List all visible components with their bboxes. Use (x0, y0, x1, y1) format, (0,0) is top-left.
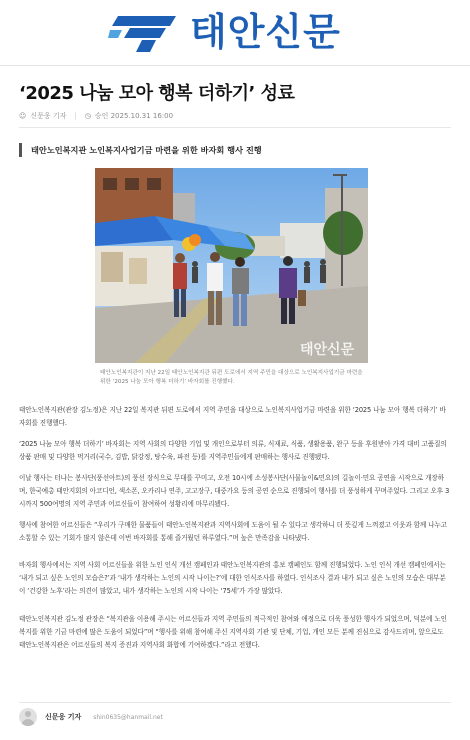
paragraph-1: 태안노인복지관(관장 김노정)은 지난 22일 복지관 뒤편 도로에서 지역 주민을 대상으로 노인복지사업기금 마련을 위한 ‘2025 나눔 모아 행복 더하기’ 바자회를 진행했다. (19, 406, 446, 427)
paragraph-4: 행사에 참여한 어르신들은 “우리가 구매한 물품들이 태안노인복지관과 지역사회에 도움이 될 수 있다고 생각하니 더 뜻깊게 느껴졌고 이웃과 함께 나누고 소통할 수 있는 기회가 많지 않은데 이번 바자회를 통해 즐거웠던 하루였다.”며 높은 만족감을 나타냈다. (19, 521, 447, 542)
user-icon: ☺ (19, 112, 27, 120)
article-subtitle: 태안노인복지관 노인복지사업기금 마련을 위한 바자회 행사 진행 (19, 143, 262, 157)
author-box (19, 708, 163, 726)
author-name[interactable]: 신문웅 기자 (30, 112, 67, 120)
paragraph-2: ‘2025 나눔 모아 행복 더하기’ 바자회는 지역 사회의 다양한 기업 및 개인으로부터 의류, 식재료, 식품, 생활용품, 완구 등을 후원받아 가격 대비 고품질의 상품 판매 및 다양한 먹거리(국수, 김밥, 닭강정, 탕수육, 파전 등)를 지역주민들에게 판매하는 행사로 진행됐다. (19, 440, 447, 461)
meta-separator: | (74, 112, 77, 120)
paragraph-6: 태안노인복지관 김노정 관장은 “복지관을 이용해 주시는 어르신들과 지역 주민들의 적극적인 참여와 애정으로 더욱 풍성한 행사가 되었으며, 덕분에 노인복지를 위한 기금 마련에 많은 도움이 되었다”며 “행사를 위해 참여해 주신 지역사회 기관 및 단체, 기업, 개인 모든 분께 진심으로 감사드리며, 앞으로도 태안노인복지관은 어르신들의 복지 증진과 지역사회 화합에 기여하겠다.”라고 전했다. (19, 615, 447, 649)
masthead (0, 0, 470, 66)
article-meta (19, 111, 173, 121)
article-title: ‘2025 나눔 모아 행복 더하기’ 성료 (19, 83, 295, 104)
newspaper-logo-icon[interactable] (108, 14, 178, 54)
divider (19, 702, 451, 703)
photo-caption: 태안노인복지관이 지난 22일 태안노인복지관 뒤편 도로에서 지역 주민을 대상으로 노인복지사업기금 마련을 위한 ‘2025 나눔 모아 행복 더하기’ 바자회를 진행했다. (100, 370, 363, 385)
author-box-name[interactable]: 신문웅 기자 (45, 713, 82, 721)
avatar[interactable] (19, 708, 37, 726)
paragraph-3: 이날 행사는 터나는 봉사단(풍선아트)의 풍선 장식으로 무대를 꾸미고, 오전 10시에 소성봉사단(사물놀이&민요)의 길놀이·민요 공연을 시작으로 개장하며, 한국예총 태안지회의 아코디언, 색소폰, 오카리나 연주, 고고장구, 대중가요 등의 공연 순으로 진행되어 행사를 더 풍성하게 꾸며주었다. 그리고 오후 3시까지 500여명의 지역 주민과 어르신들이 참여하여 성황리에 마무리됐다. (19, 474, 450, 508)
clock-icon: ◷ (84, 112, 91, 120)
article-photo[interactable] (95, 168, 368, 363)
photo-watermark: 태안신문 (300, 342, 355, 358)
newspaper-logo-text[interactable]: 태안신문 (190, 10, 341, 54)
divider (19, 127, 451, 128)
approved-date: 승인 2025.10.31 16:00 (94, 112, 174, 120)
author-email[interactable]: shin0635@hanmail.net (93, 713, 163, 721)
paragraph-5: 바자회 행사에서는 지역 사회 어르신들을 위한 노인 인식 개선 캠페인과 태안노인복지관의 홍보 캠페인도 함께 진행되었다. 노인 인식 개선 캠페인에서는 ‘내가 되고 싶은 노인의 모습은?’과 ‘내가 생각하는 노인의 시작 나이는?’에 대한 인식조사를 하였다. 인식조사 결과 내가 되고 싶은 노인의 모습은 대부분이 ‘건강한 노후’라는 의견이 많았고, 내가 생각하는 노인의 시작 나이는 ‘75세’가 가장 많았다. (19, 561, 446, 595)
